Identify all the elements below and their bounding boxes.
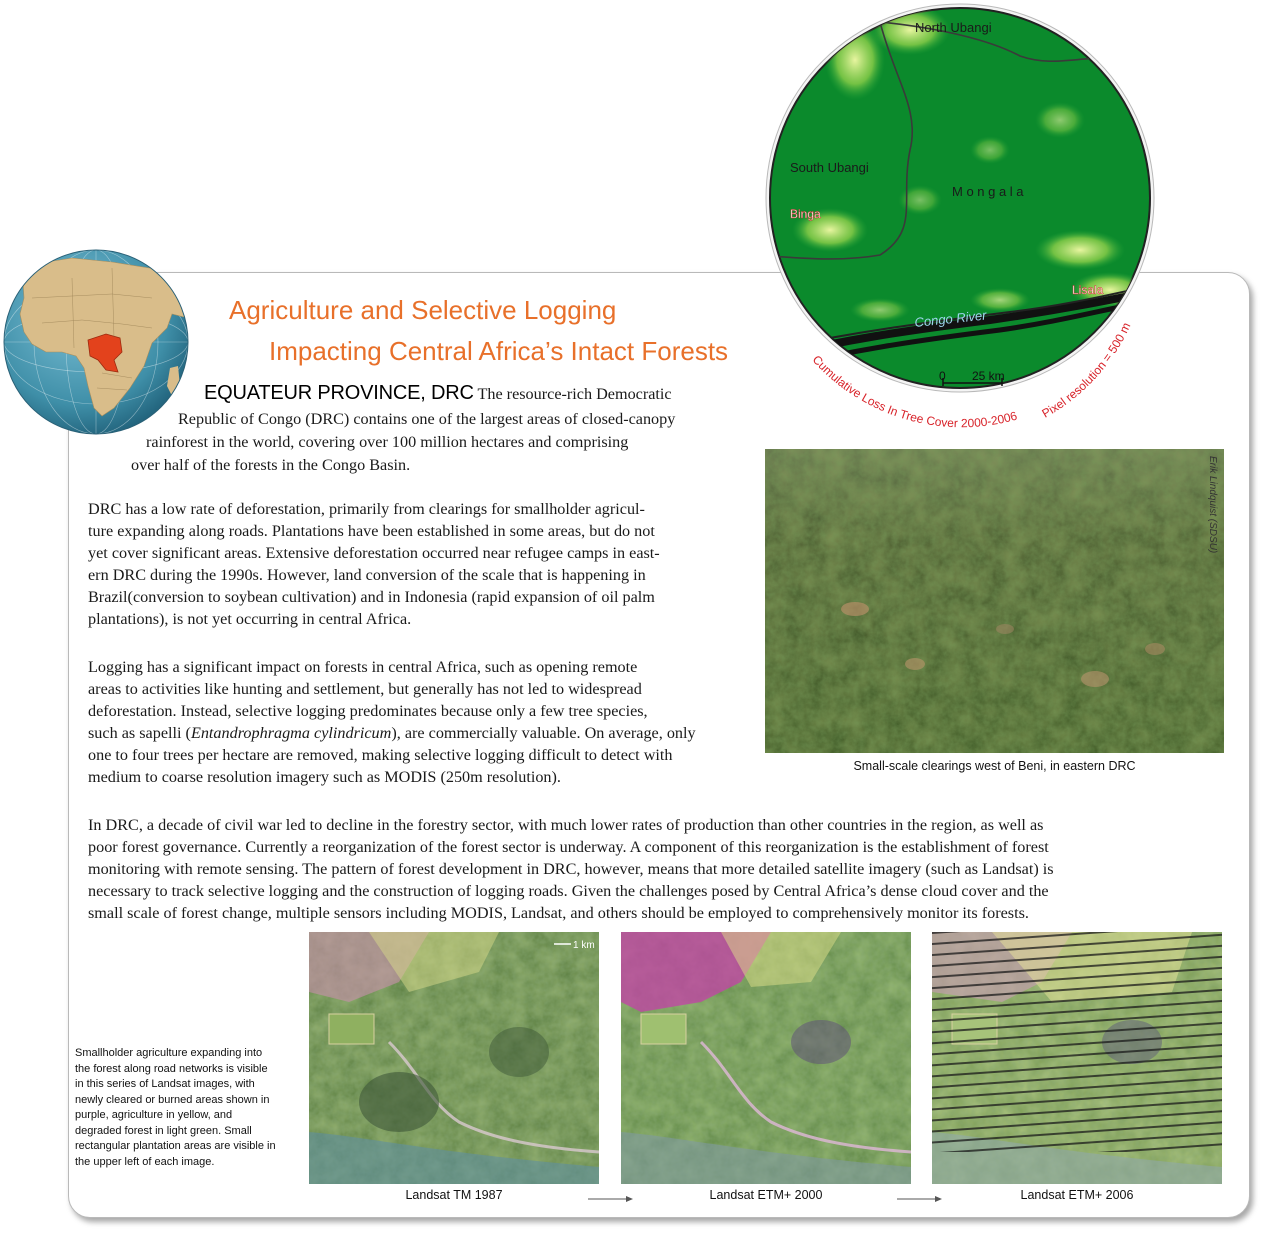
caption-line: Smallholder agriculture expanding into [75,1047,263,1059]
label-lisala: Lisala [1072,283,1104,297]
arrow-right-icon [588,1195,634,1203]
landsat-series-caption [75,1046,310,1170]
para1-line: ture expanding along roads. Plantations have been established in some areas, but do not [88,522,655,540]
paragraph-governance [88,814,1054,924]
para1-line: ern DRC during the 1990s. However, land conversion of the scale that is happening in [88,566,646,584]
title-line-1: Agriculture and Selective Logging [229,295,617,325]
para3-line: In DRC, a decade of civil war led to decline in the forestry sector, with much lower rates of production than other countries in the region, as well as [88,816,1044,834]
map-arc-captions [760,0,1180,440]
label-binga: Binga [790,207,821,221]
landsat-image-2000 [621,932,911,1184]
landsat-label-1987: Landsat TM 1987 [405,1188,503,1202]
caption-line: purple, agriculture in yellow, and [75,1109,233,1121]
para2-line: deforestation. Instead, selective logging predominates because only a few tree species, [88,702,648,720]
label-congo-river: Congo River [913,307,988,330]
province-heading: EQUATEUR PROVINCE, DRC [204,382,474,404]
caption-line: rectangular plantation areas are visible in [75,1140,276,1152]
landsat-image-2006 [932,932,1222,1184]
intro-line-1 [204,382,672,405]
para2-line: medium to coarse resolution imagery such as MODIS (250m resolution). [88,768,561,786]
title-line-2: Impacting Central Africa’s Intact Forests [269,336,729,366]
para1-line: Brazil(conversion to soybean cultivation) and in Indonesia (rapid expansion of oil palm [88,588,655,606]
para1-line: yet cover significant areas. Extensive deforestation occurred near refugee camps in east- [88,544,660,562]
globe-locator-map [2,248,190,436]
species-pre: such as sapelli ( [88,724,191,742]
intro-line-3: rainforest in the world, covering over 100 million hectares and comprising [146,433,629,451]
para3-line: poor forest governance. Currently a reorganization of the forest sector is underway. A component of this reorganization is the establishment of forest [88,838,1049,856]
intro-text-1: The resource-rich Democratic [477,385,672,403]
species-latin-name: Entandrophragma cylindricum [190,724,392,742]
para2-line-species [88,722,696,744]
map-arc-caption: Cumulative Loss In Tree Cover 2000-2006 [809,352,1019,431]
landsat-scale-label: 1 km [573,940,595,951]
caption-line: newly cleared or burned areas shown in [75,1093,270,1106]
para1-line: plantations), is not yet occurring in central Africa. [88,610,412,628]
species-post: ), are commercially valuable. On average, only [391,724,696,742]
para2-line: Logging has a significant impact on forests in central Africa, such as opening remote [88,658,638,676]
landsat-label-2006: Landsat ETM+ 2006 [1020,1188,1134,1202]
label-north-ubangi: North Ubangi [915,20,992,35]
label-mongala: M o n g a l a [952,184,1024,199]
para3-line: monitoring with remote sensing. The pattern of forest development in DRC, however, means that more detailed satellite imagery (such as Landsat) is [88,860,1054,878]
aerial-forest-photo [765,449,1224,753]
caption-line: the forest along road networks is visible [75,1062,268,1075]
caption-line: degraded forest in light green. Small [75,1124,252,1137]
scale-zero: 0 [939,369,946,383]
map-arc-resolution: Pixel resolution = 500 m [1039,320,1134,421]
landsat-image-1987 [309,932,599,1184]
paragraph-logging [88,656,696,788]
para1-line: DRC has a low rate of deforestation, primarily from clearings for smallholder agricul- [88,500,645,518]
photo-credit: Erik Lindquist (SDSU) [1207,456,1218,554]
para2-line: one to four trees per hectare are removed, making selective logging difficult to detect with [88,746,673,764]
arrow-right-icon [897,1195,943,1203]
photo-caption: Small-scale clearings west of Beni, in eastern DRC [853,759,1136,773]
para3-line: small scale of forest change, multiple sensors including MODIS, Landsat, and others should be employed to comprehensively monitor its forests. [88,904,1029,922]
para3-line: necessary to track selective logging and the construction of logging roads. Given the challenges posed by Central Africa’s dense cloud cover and the [88,882,1049,900]
caption-line: the upper left of each image. [75,1155,215,1168]
paragraph-deforestation [88,498,660,630]
landsat-label-2000: Landsat ETM+ 2000 [709,1188,823,1202]
scale-label: 25 km [972,369,1005,383]
intro-line-4: over half of the forests in the Congo Basin. [131,456,411,474]
caption-line: in this series of Landsat images, with [75,1078,255,1090]
para2-line: areas to activities like hunting and settlement, but generally has not led to widespread [88,680,642,698]
intro-line-2: Republic of Congo (DRC) contains one of the largest areas of closed-canopy [178,410,676,428]
label-south-ubangi: South Ubangi [790,160,869,175]
